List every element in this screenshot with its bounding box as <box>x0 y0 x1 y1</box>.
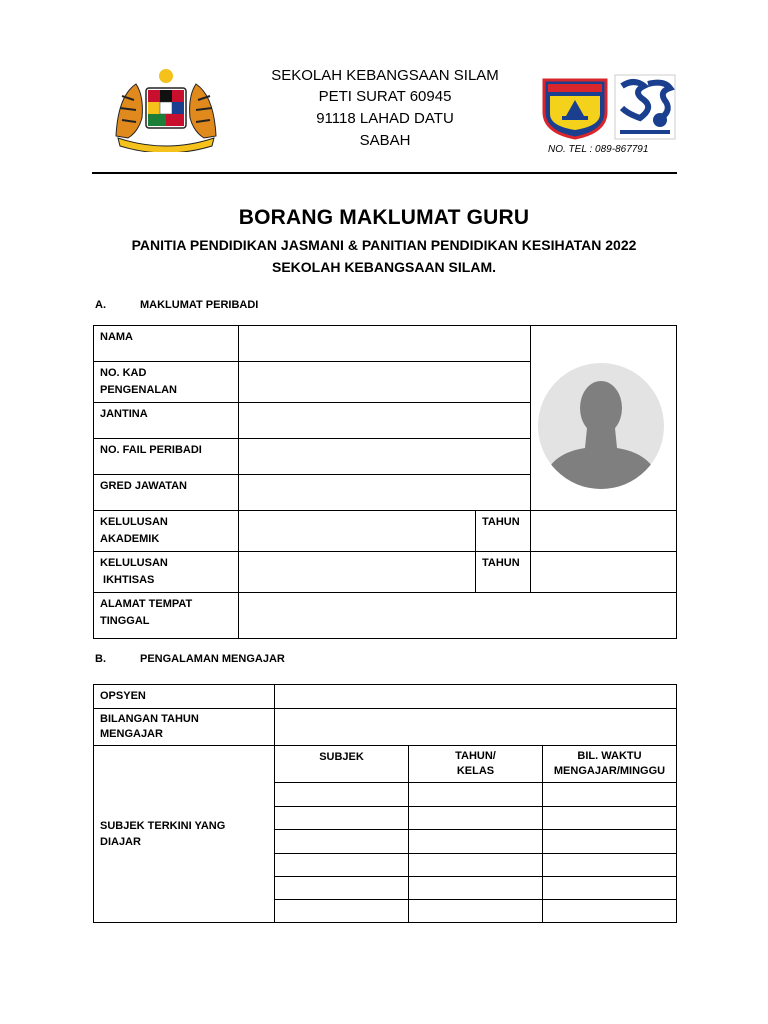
school-header <box>240 66 530 152</box>
label-ikhtisas <box>94 552 239 593</box>
teaching-experience-table <box>93 684 677 923</box>
label-akademik-line2: AKADEMIK <box>100 533 160 545</box>
personal-info-table <box>93 325 677 639</box>
address-line-1: PETI SURAT 60945 <box>318 88 452 105</box>
cell-tahun-6[interactable] <box>409 900 543 923</box>
column-header-waktu-line2: MENGAJAR/MINGGU <box>553 765 666 777</box>
column-header-tahun-line1: TAHUN/ <box>455 750 496 762</box>
label-ikhtisas-line1: KELULUSAN <box>100 557 168 569</box>
input-akademik[interactable] <box>239 511 476 552</box>
telephone-number: NO. TEL : 089-867791 <box>548 144 649 155</box>
label-no-fail: NO. FAIL PERIBADI <box>94 439 239 475</box>
cell-waktu-4[interactable] <box>543 854 677 877</box>
label-no-kad <box>94 362 239 403</box>
form-subtitle-line-2: SEKOLAH KEBANGSAAN SILAM. <box>271 259 496 275</box>
label-akademik-line1: KELULUSAN <box>100 516 168 528</box>
label-ikhtisas-line2: IKHTISAS <box>100 574 155 586</box>
cell-waktu-2[interactable] <box>543 807 677 830</box>
label-alamat-line2: TINGGAL <box>100 615 150 627</box>
input-bilangan-tahun[interactable] <box>275 709 677 746</box>
label-subjek-terkini-line2: DIAJAR <box>100 836 141 848</box>
column-header-waktu-line1: BIL. WAKTU <box>577 750 642 762</box>
input-tahun-akademik[interactable] <box>531 511 677 552</box>
label-jantina: JANTINA <box>94 403 239 439</box>
section-b-heading: PENGALAMAN MENGAJAR <box>140 653 285 665</box>
input-alamat[interactable] <box>239 593 677 639</box>
section-a-heading: MAKLUMAT PERIBADI <box>140 299 259 311</box>
section-a-letter: A. <box>95 299 106 311</box>
label-nama: NAMA <box>94 326 239 362</box>
cell-tahun-4[interactable] <box>409 854 543 877</box>
label-alamat <box>94 593 239 639</box>
input-jantina[interactable] <box>239 403 531 439</box>
cell-subjek-3[interactable] <box>275 830 409 854</box>
column-header-tahun-kelas <box>409 746 543 783</box>
address-line-3: SABAH <box>359 132 411 149</box>
header-divider <box>92 172 677 174</box>
cell-tahun-2[interactable] <box>409 807 543 830</box>
cell-tahun-5[interactable] <box>409 877 543 900</box>
label-bilangan-line2: MENGAJAR <box>100 728 163 740</box>
malaysia-coat-of-arms-logo <box>108 66 224 152</box>
cell-subjek-2[interactable] <box>275 807 409 830</box>
section-b-letter: B. <box>95 653 106 665</box>
input-gred[interactable] <box>239 475 531 511</box>
label-gred: GRED JAWATAN <box>94 475 239 511</box>
cell-waktu-1[interactable] <box>543 783 677 807</box>
cell-subjek-6[interactable] <box>275 900 409 923</box>
input-no-kad[interactable] <box>239 362 531 403</box>
cell-subjek-5[interactable] <box>275 877 409 900</box>
label-tahun-ikhtisas: TAHUN <box>476 552 531 593</box>
input-no-fail[interactable] <box>239 439 531 475</box>
person-placeholder-icon <box>537 362 665 490</box>
label-akademik <box>94 511 239 552</box>
label-tahun-akademik: TAHUN <box>476 511 531 552</box>
school-name: SEKOLAH KEBANGSAAN SILAM <box>271 67 499 84</box>
form-subtitle-line-1: PANITIA PENDIDIKAN JASMANI & PANITIAN PENDIDIKAN KESIHATAN 2022 <box>131 237 637 253</box>
label-no-kad-line1: NO. KAD <box>100 367 147 379</box>
label-opsyen: OPSYEN <box>94 685 275 709</box>
column-header-bil-waktu <box>543 746 677 783</box>
photo-box[interactable] <box>531 326 677 511</box>
label-subjek-terkini <box>94 746 275 923</box>
form-title: BORANG MAKLUMAT GURU <box>238 206 530 229</box>
label-alamat-line1: ALAMAT TEMPAT <box>100 598 193 610</box>
label-subjek-terkini-line1: SUBJEK TERKINI YANG <box>100 820 226 832</box>
column-header-subjek: SUBJEK <box>275 746 409 783</box>
label-no-kad-line2: PENGENALAN <box>100 384 178 396</box>
cell-tahun-3[interactable] <box>409 830 543 854</box>
input-ikhtisas[interactable] <box>239 552 476 593</box>
label-bilangan-line1: BILANGAN TAHUN <box>100 713 199 725</box>
column-header-tahun-line2: KELAS <box>456 765 495 777</box>
label-bilangan-tahun <box>94 709 275 746</box>
cell-subjek-4[interactable] <box>275 854 409 877</box>
address-line-2: 91118 LAHAD DATU <box>316 110 454 127</box>
input-nama[interactable] <box>239 326 531 362</box>
input-tahun-ikhtisas[interactable] <box>531 552 677 593</box>
sk-silam-emblem-logo <box>614 74 676 140</box>
cell-tahun-1[interactable] <box>409 783 543 807</box>
cell-waktu-6[interactable] <box>543 900 677 923</box>
cell-waktu-3[interactable] <box>543 830 677 854</box>
input-opsyen[interactable] <box>275 685 677 709</box>
cell-subjek-1[interactable] <box>275 783 409 807</box>
school-badge-logo <box>540 72 610 140</box>
cell-waktu-5[interactable] <box>543 877 677 900</box>
